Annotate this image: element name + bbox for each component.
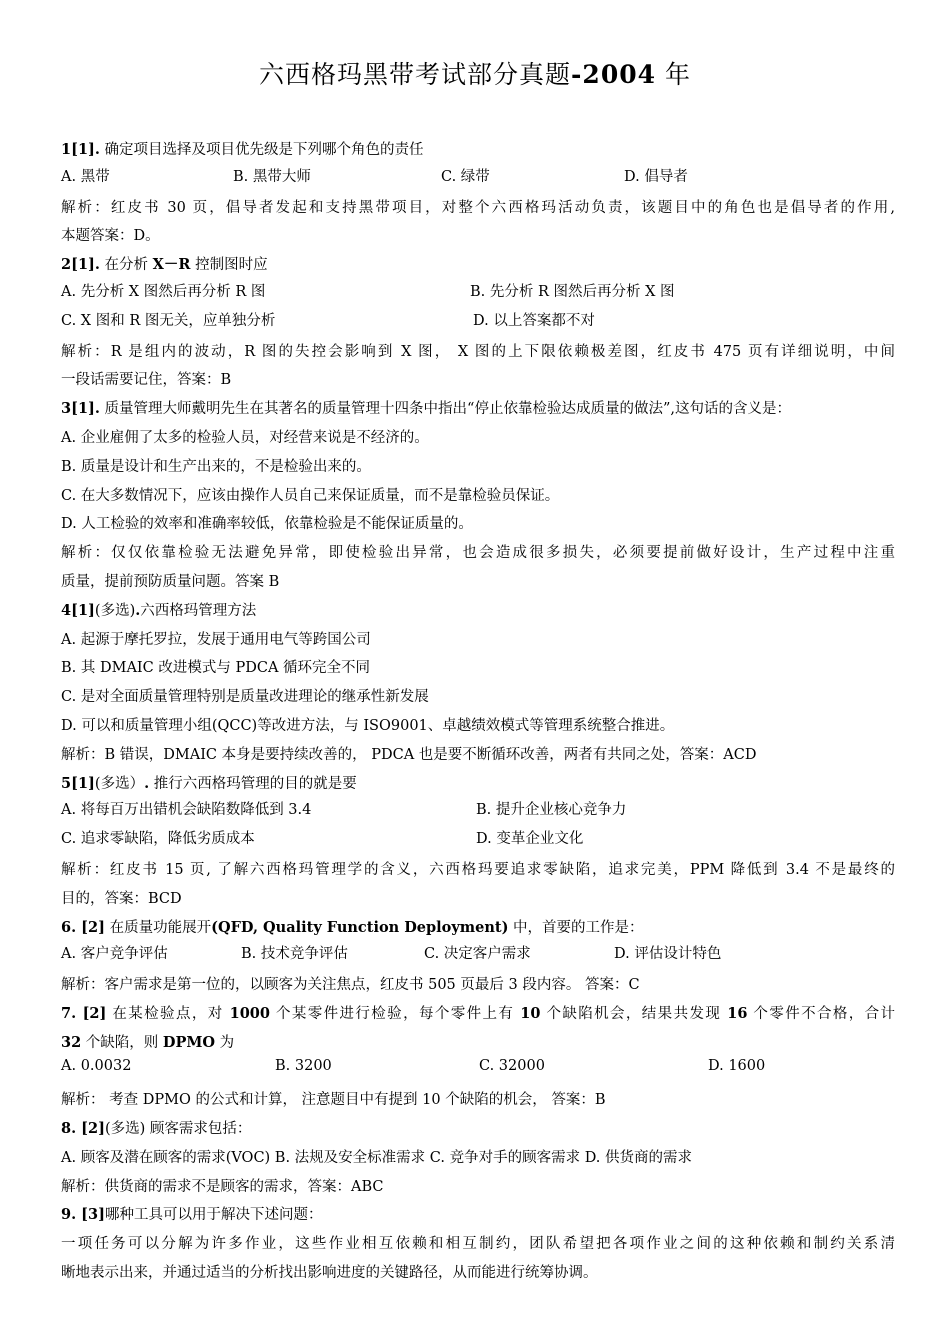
question-1-analysis: 解析：红皮书 30 页，倡导者发起和支持黑带项目，对整个六西格玛活动负责，该题目中的角色也是倡导者的作用, — [61, 199, 895, 216]
question-9-body-line2: 晰地表示出来，并通过适当的分析找出影响进度的关键路径，从而能进行统筹协调。 — [61, 1265, 598, 1282]
option-c: C. 绿带 — [441, 168, 490, 185]
option-a: A. 先分析 X 图然后再分析 R 图 — [61, 283, 266, 300]
option-b: B. 3200 — [275, 1057, 332, 1074]
option-a: A. 黑带 — [61, 168, 110, 185]
question-number: 8. [2] — [61, 1120, 105, 1138]
question-7-stem-line2 — [61, 1029, 895, 1058]
question-text: 哪种工具可以用于解决下述问题： — [105, 1207, 323, 1224]
question-2-analysis: 解析：R 是组内的波动，R 图的失控会影响到 X 图， X 图的上下限依赖极差图，红皮书 475 页有详细说明，中间 — [61, 343, 895, 360]
option-d: D. 可以和质量管理小组(QCC)等改进方法，与 ISO9001、卓越绩效模式等管理系统整合推进。 — [61, 717, 675, 734]
question-7-stem-line1 — [61, 1000, 895, 1029]
option-b: B. 质量是设计和生产出来的，不是检验出来的。 — [61, 458, 371, 475]
option-c: C. 在大多数情况下，应该由操作人员自己来保证质量，而不是靠检验员保证。 — [61, 487, 560, 504]
question-text: 在某检验点，对 — [106, 1005, 230, 1022]
question-text: 个零件不合格，合计 — [747, 1005, 896, 1022]
title-year: -2004 — [571, 60, 657, 89]
title-main: 六西格玛黑带考试部分真题 — [259, 60, 572, 89]
unit-count: 1000 — [229, 1004, 270, 1022]
document-title — [0, 58, 950, 92]
question-number: 2[1]. — [61, 256, 100, 274]
option-a: A. 企业雇佣了太多的检验人员，对经营来说是不经济的。 — [61, 429, 429, 446]
option-d: D. 倡导者 — [624, 168, 688, 185]
question-6-analysis: 解析：客户需求是第一位的，以顾客为关注焦点，红皮书 505 页最后 3 段内容。 答案：C — [61, 977, 640, 994]
defect-count: 32 — [61, 1033, 82, 1051]
option-a: A. 起源于摩托罗拉，发展于通用电气等跨国公司 — [61, 631, 371, 648]
question-number: 4[1] — [61, 601, 95, 619]
question-5-answer: 目的，答案：BCD — [61, 890, 182, 907]
question-2-options-row1 — [61, 280, 895, 309]
option-a: A. 将每百万出错机会缺陷数降低到 3.4 — [61, 802, 312, 819]
option-b: B. 提升企业核心竞争力 — [476, 802, 627, 819]
option-d: D. 评估设计特色 — [614, 946, 722, 963]
option-c: C. 是对全面质量管理特别是质量改进理论的继承性新发展 — [61, 689, 429, 706]
question-text: 六西格玛管理方法 — [140, 602, 257, 619]
question-number: 9. [3] — [61, 1206, 105, 1224]
question-number: 1[1]. — [61, 141, 100, 158]
option-d: D. 以上答案都不对 — [473, 312, 595, 329]
question-3-answer: 质量，提前预防质量问题。答案 B — [61, 573, 280, 590]
option-b: B. 其 DMAIC 改进模式与 PDCA 循环完全不同 — [61, 660, 371, 677]
question-text: 个缺陷，则 — [81, 1034, 163, 1051]
question-6-options — [61, 942, 895, 971]
option-c: C. 决定客户需求 — [424, 946, 531, 963]
question-text: 确定项目选择及项目优先级是下列哪个角色的责任 — [99, 142, 424, 158]
question-text-end: 控制图时应 — [190, 257, 268, 274]
question-text: 个某零件进行检验，每个零件上有 — [269, 1005, 521, 1022]
title-suffix: 年 — [656, 60, 691, 89]
question-4-analysis: 解析：B 错误，DMAIC 本身是要持续改善的， PDCA 也是要不断循环改善，两者有共同之处，答案：ACD — [61, 746, 757, 763]
question-1-options — [61, 165, 895, 194]
stem-dot: . — [144, 774, 150, 792]
defective-count: 16 — [727, 1004, 748, 1022]
question-text: 推行六西格玛管理的目的就是要 — [149, 775, 357, 792]
question-5-options-row1 — [61, 798, 895, 827]
question-1-stem — [61, 136, 895, 165]
question-text: 在质量功能展开 — [105, 919, 212, 936]
multi-select-tag: (多选） — [94, 775, 145, 792]
option-b: B. 先分析 R 图然后再分析 X 图 — [470, 283, 675, 300]
question-3-analysis: 解析：仅仅依靠检验无法避免异常，即使检验出异常，也会造成很多损失，必须要提前做好设计，生产过程中注重 — [61, 545, 895, 562]
chart-name: X－R — [152, 256, 191, 274]
option-c: C. 32000 — [479, 1057, 545, 1074]
option-a: A. 客户竞争评估 — [61, 946, 168, 963]
question-8-stem — [61, 1115, 895, 1144]
question-7-analysis: 解析： 考查 DPMO 的公式和计算， 注意题目中有提到 10 个缺陷的机会， 答案：B — [61, 1092, 606, 1109]
question-2-answer: 一段话需要记住，答案：B — [61, 372, 232, 389]
option-c: C. 追求零缺陷，降低劣质成本 — [61, 831, 255, 848]
question-number: 6. [2] — [61, 918, 105, 936]
opportunity-count: 10 — [520, 1004, 541, 1022]
question-9-body-line1: 一项任务可以分解为许多作业，这些作业相互依赖和相互制约，团队希望把各项作业之间的这种依赖和制约关系清 — [61, 1236, 895, 1253]
qfd-term: (QFD, Quality Function Deployment) — [211, 918, 509, 936]
option-d: D. 1600 — [708, 1057, 766, 1074]
multi-select-tag: (多选) — [105, 1121, 146, 1138]
option-d: D. 人工检验的效率和准确率较低，依靠检验是不能保证质量的。 — [61, 516, 473, 533]
question-text: 个缺陷机会，结果共发现 — [540, 1005, 728, 1022]
option-a: A. 0.0032 — [61, 1057, 132, 1074]
question-7-options — [61, 1058, 895, 1087]
option-b: B. 黑带大师 — [233, 168, 311, 185]
question-5-analysis: 解析：红皮书 15 页, 了解六西格玛管理学的含义，六西格玛要追求零缺陷，追求完美，PPM 降低到 3.4 不是最终的 — [61, 861, 895, 878]
question-5-options-row2 — [61, 827, 895, 856]
multi-select-tag: (多选) — [94, 602, 136, 619]
option-d: D. 变革企业文化 — [476, 831, 584, 848]
question-number: 3[1]. — [61, 400, 100, 418]
option-b: B. 技术竞争评估 — [241, 946, 348, 963]
question-3-stem — [61, 395, 895, 424]
question-8-analysis: 解析：供货商的需求不是顾客的需求，答案：ABC — [61, 1178, 384, 1195]
question-2-options-row2 — [61, 309, 895, 338]
dpmo-term: DPMO — [162, 1033, 216, 1051]
question-text-end: 中，首要的工作是： — [508, 919, 644, 936]
question-number: 5[1] — [61, 774, 95, 792]
stem-dot: . — [135, 601, 141, 619]
question-9-stem — [61, 1201, 895, 1230]
question-text: 顾客需求包括： — [145, 1121, 252, 1138]
question-5-stem — [61, 770, 895, 799]
question-list — [61, 136, 895, 1288]
question-text: 为 — [215, 1034, 235, 1051]
question-6-stem — [61, 914, 895, 943]
option-c: C. X 图和 R 图无关，应单独分析 — [61, 312, 276, 329]
question-text: 质量管理大师戴明先生在其著名的质量管理十四条中指出“停止依靠检验达成质量的做法”,这句话的含义是： — [99, 401, 791, 418]
question-text: 在分析 — [99, 257, 153, 274]
question-2-stem — [61, 251, 895, 280]
question-4-stem — [61, 597, 895, 626]
question-8-options: A. 顾客及潜在顾客的需求(VOC) B. 法规及安全标准需求 C. 竞争对手的顾客需求 D. 供货商的需求 — [61, 1149, 693, 1166]
question-number: 7. [2] — [61, 1004, 107, 1022]
question-1-answer: 本题答案：D。 — [61, 228, 160, 245]
